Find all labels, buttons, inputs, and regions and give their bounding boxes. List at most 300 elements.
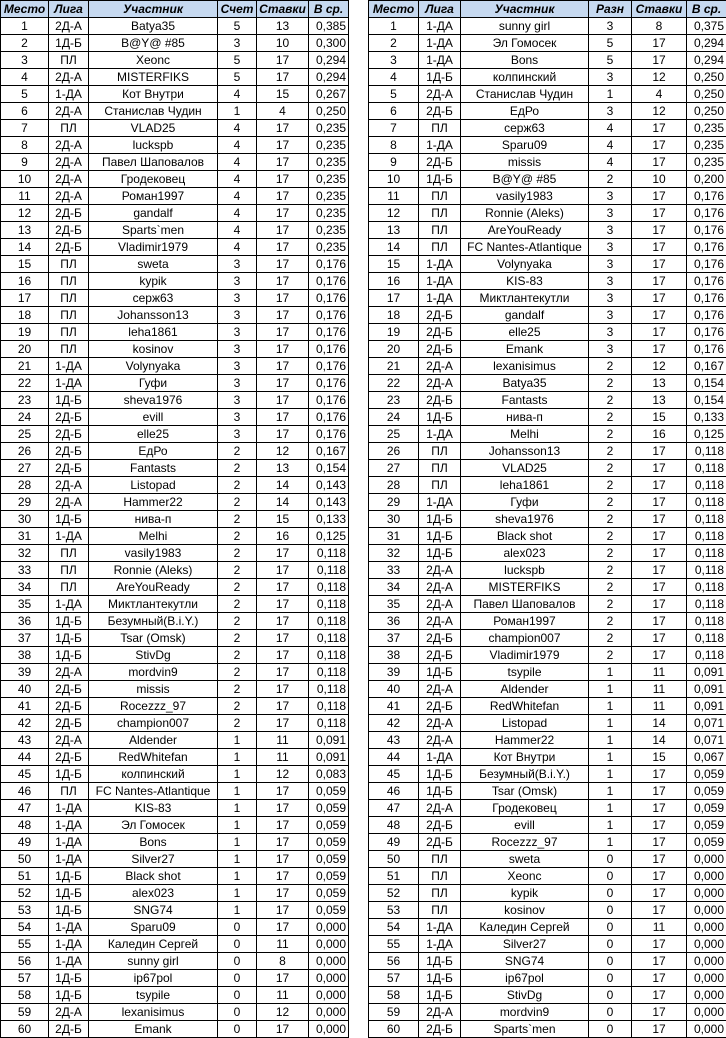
cell-bets: 12: [257, 443, 309, 460]
cell-participant: kosinov: [89, 341, 218, 358]
cell-average: 0,133: [687, 409, 726, 426]
cell-value: 2: [589, 613, 632, 630]
cell-average: 0,000: [687, 970, 726, 987]
table-row: [369, 953, 726, 970]
cell-value: 2: [589, 579, 632, 596]
cell-average: 0,118: [309, 579, 349, 596]
cell-value: 5: [589, 35, 632, 52]
cell-bets: 17: [632, 477, 687, 494]
cell-participant: SNG74: [89, 902, 218, 919]
cell-participant: Ronnie (Aleks): [461, 205, 589, 222]
table-row: [369, 783, 726, 800]
cell-participant: Ronnie (Aleks): [89, 562, 218, 579]
cell-average: 0,091: [687, 698, 726, 715]
cell-bets: 4: [257, 103, 309, 120]
cell-league: 1-ДА: [419, 936, 461, 953]
table-row: [369, 443, 726, 460]
cell-value: 3: [218, 290, 257, 307]
cell-participant: Павел Шаповалов: [89, 154, 218, 171]
cell-participant: alex023: [461, 545, 589, 562]
cell-league: 2Д-А: [419, 681, 461, 698]
cell-participant: sunny girl: [89, 953, 218, 970]
cell-participant: Гуфи: [461, 494, 589, 511]
cell-value: 5: [218, 18, 257, 35]
cell-place: 59: [1, 1004, 49, 1021]
cell-bets: 17: [257, 52, 309, 69]
table-row: [369, 834, 726, 851]
cell-participant: sheva1976: [89, 392, 218, 409]
cell-place: 30: [369, 511, 419, 528]
cell-bets: 17: [632, 562, 687, 579]
table-row: [369, 426, 726, 443]
cell-league: 2Д-А: [49, 732, 89, 749]
cell-participant: нива-п: [89, 511, 218, 528]
cell-average: 0,176: [309, 256, 349, 273]
cell-bets: 17: [257, 256, 309, 273]
cell-participant: Hammer22: [461, 732, 589, 749]
cell-league: 1Д-Б: [49, 647, 89, 664]
cell-league: 2Д-Б: [49, 443, 89, 460]
cell-league: 1-ДА: [49, 375, 89, 392]
cell-place: 4: [369, 69, 419, 86]
cell-bets: 17: [257, 698, 309, 715]
cell-league: 2Д-Б: [419, 817, 461, 834]
cell-league: 1-ДА: [49, 528, 89, 545]
cell-league: 1-ДА: [419, 426, 461, 443]
cell-participant: Bons: [89, 834, 218, 851]
cell-participant: champion007: [89, 715, 218, 732]
cell-value: 2: [218, 664, 257, 681]
cell-participant: ЕдРо: [461, 103, 589, 120]
cell-bets: 17: [257, 324, 309, 341]
cell-participant: SNG74: [461, 953, 589, 970]
cell-league: 1-ДА: [419, 494, 461, 511]
standings-table-score: [0, 0, 349, 1038]
cell-place: 45: [369, 766, 419, 783]
cell-value: 3: [589, 239, 632, 256]
cell-average: 0,071: [687, 715, 726, 732]
table-row: [1, 766, 349, 783]
cell-bets: 17: [257, 919, 309, 936]
table-row: [369, 936, 726, 953]
cell-average: 0,000: [687, 1021, 726, 1038]
cell-participant: Sparts`men: [89, 222, 218, 239]
cell-place: 41: [369, 698, 419, 715]
cell-bets: 17: [632, 613, 687, 630]
cell-league: 2Д-А: [419, 596, 461, 613]
cell-value: 2: [589, 630, 632, 647]
cell-participant: Bons: [461, 52, 589, 69]
cell-average: 0,059: [687, 800, 726, 817]
table-row: [1, 290, 349, 307]
cell-place: 41: [1, 698, 49, 715]
cell-participant: lexanisimus: [461, 358, 589, 375]
table-row: [369, 613, 726, 630]
cell-league: ПЛ: [419, 443, 461, 460]
cell-league: 2Д-А: [49, 477, 89, 494]
cell-place: 6: [1, 103, 49, 120]
cell-value: 2: [589, 647, 632, 664]
cell-league: 1-ДА: [49, 919, 89, 936]
cell-value: 0: [589, 970, 632, 987]
table-row: [1, 239, 349, 256]
cell-place: 17: [369, 290, 419, 307]
cell-place: 56: [1, 953, 49, 970]
table-row: [1, 511, 349, 528]
table-row: [1, 460, 349, 477]
cell-bets: 17: [632, 528, 687, 545]
cell-bets: 17: [257, 392, 309, 409]
cell-bets: 17: [632, 205, 687, 222]
cell-average: 0,235: [309, 154, 349, 171]
cell-place: 17: [1, 290, 49, 307]
cell-participant: Rocezzz_97: [89, 698, 218, 715]
table-row: [1, 732, 349, 749]
cell-league: 2Д-Б: [49, 239, 89, 256]
cell-bets: 10: [632, 171, 687, 188]
table-row: [1, 630, 349, 647]
cell-average: 0,176: [309, 409, 349, 426]
cell-place: 21: [369, 358, 419, 375]
cell-participant: Black shot: [461, 528, 589, 545]
cell-place: 50: [369, 851, 419, 868]
cell-bets: 16: [257, 528, 309, 545]
cell-place: 27: [369, 460, 419, 477]
table-row: [369, 664, 726, 681]
cell-league: 1Д-Б: [419, 528, 461, 545]
cell-average: 0,176: [687, 222, 726, 239]
cell-league: 2Д-А: [49, 18, 89, 35]
cell-average: 0,176: [309, 375, 349, 392]
cell-value: 0: [218, 987, 257, 1004]
cell-participant: B@Y@ #85: [461, 171, 589, 188]
cell-value: 3: [589, 273, 632, 290]
cell-league: 2Д-А: [419, 579, 461, 596]
cell-average: 0,235: [309, 171, 349, 188]
cell-bets: 17: [257, 273, 309, 290]
cell-league: 2Д-А: [49, 154, 89, 171]
cell-place: 11: [1, 188, 49, 205]
cell-participant: RedWhitefan: [89, 749, 218, 766]
cell-value: 4: [218, 205, 257, 222]
cell-average: 0,385: [309, 18, 349, 35]
cell-bets: 17: [257, 902, 309, 919]
table-row: [369, 188, 726, 205]
cell-average: 0,000: [309, 919, 349, 936]
cell-league: 1Д-Б: [419, 783, 461, 800]
cell-bets: 8: [632, 18, 687, 35]
cell-value: 4: [218, 154, 257, 171]
cell-bets: 17: [257, 664, 309, 681]
cell-value: 1: [218, 766, 257, 783]
cell-average: 0,118: [687, 477, 726, 494]
standings-table-difference: [368, 0, 726, 1038]
cell-value: 2: [589, 443, 632, 460]
cell-average: 0,118: [309, 647, 349, 664]
cell-participant: FC Nantes-Atlantique: [89, 783, 218, 800]
cell-average: 0,118: [687, 630, 726, 647]
col-header-place: Место: [1, 1, 49, 18]
cell-value: 0: [589, 953, 632, 970]
cell-participant: Эл Гомосек: [461, 35, 589, 52]
cell-place: 18: [369, 307, 419, 324]
cell-participant: Listopad: [89, 477, 218, 494]
cell-bets: 17: [632, 800, 687, 817]
cell-participant: VLAD25: [461, 460, 589, 477]
cell-league: 1-ДА: [419, 137, 461, 154]
cell-bets: 12: [257, 1004, 309, 1021]
cell-participant: Кот Внутри: [461, 749, 589, 766]
cell-bets: 13: [257, 460, 309, 477]
cell-participant: Миктлантекутли: [461, 290, 589, 307]
cell-league: 2Д-А: [49, 103, 89, 120]
cell-bets: 17: [257, 290, 309, 307]
cell-bets: 17: [257, 409, 309, 426]
cell-participant: Станислав Чудин: [89, 103, 218, 120]
cell-bets: 17: [632, 35, 687, 52]
cell-place: 22: [1, 375, 49, 392]
cell-place: 4: [1, 69, 49, 86]
cell-value: 2: [218, 443, 257, 460]
cell-league: 2Д-Б: [49, 715, 89, 732]
table-row: [1, 273, 349, 290]
table-row: [369, 545, 726, 562]
cell-league: ПЛ: [49, 120, 89, 137]
table-row: [1, 1004, 349, 1021]
cell-league: 2Д-А: [419, 1004, 461, 1021]
cell-participant: Tsar (Omsk): [89, 630, 218, 647]
header-row: [369, 1, 726, 18]
cell-value: 1: [589, 732, 632, 749]
cell-value: 1: [589, 698, 632, 715]
cell-bets: 11: [632, 681, 687, 698]
table-row: [369, 647, 726, 664]
cell-participant: alex023: [89, 885, 218, 902]
cell-league: ПЛ: [419, 477, 461, 494]
cell-place: 20: [1, 341, 49, 358]
cell-value: 0: [218, 1021, 257, 1038]
cell-bets: 17: [257, 426, 309, 443]
table-row: [1, 936, 349, 953]
cell-place: 31: [1, 528, 49, 545]
table-row: [369, 137, 726, 154]
cell-place: 26: [369, 443, 419, 460]
cell-value: 2: [589, 477, 632, 494]
table-row: [369, 749, 726, 766]
cell-bets: 11: [257, 732, 309, 749]
cell-place: 32: [369, 545, 419, 562]
cell-league: 1-ДА: [49, 817, 89, 834]
cell-league: 1-ДА: [419, 919, 461, 936]
cell-place: 50: [1, 851, 49, 868]
table-row: [369, 987, 726, 1004]
cell-bets: 17: [257, 137, 309, 154]
cell-participant: VLAD25: [89, 120, 218, 137]
cell-value: 1: [589, 800, 632, 817]
cell-bets: 17: [632, 885, 687, 902]
cell-bets: 17: [632, 1021, 687, 1038]
cell-league: ПЛ: [419, 222, 461, 239]
cell-value: 2: [589, 545, 632, 562]
cell-average: 0,267: [309, 86, 349, 103]
cell-league: 2Д-Б: [419, 647, 461, 664]
col-header-score: Счет: [218, 1, 257, 18]
col-header-difference: Разн: [589, 1, 632, 18]
cell-value: 1: [589, 783, 632, 800]
cell-value: 1: [589, 817, 632, 834]
cell-place: 54: [1, 919, 49, 936]
cell-average: 0,176: [309, 358, 349, 375]
cell-value: 0: [589, 902, 632, 919]
cell-league: 1Д-Б: [49, 987, 89, 1004]
table-row: [1, 562, 349, 579]
cell-league: 1-ДА: [419, 273, 461, 290]
cell-participant: gandalf: [461, 307, 589, 324]
cell-average: 0,000: [687, 851, 726, 868]
cell-place: 36: [1, 613, 49, 630]
cell-league: ПЛ: [419, 205, 461, 222]
cell-average: 0,235: [309, 239, 349, 256]
table-row: [369, 392, 726, 409]
cell-league: 1Д-Б: [49, 766, 89, 783]
cell-league: ПЛ: [49, 256, 89, 273]
cell-average: 0,000: [687, 936, 726, 953]
cell-value: 2: [218, 681, 257, 698]
cell-league: 1-ДА: [49, 86, 89, 103]
cell-average: 0,059: [687, 766, 726, 783]
cell-average: 0,118: [687, 647, 726, 664]
table-row: [1, 613, 349, 630]
cell-place: 60: [1, 1021, 49, 1038]
table-row: [369, 222, 726, 239]
cell-average: 0,118: [309, 596, 349, 613]
table-row: [369, 341, 726, 358]
cell-average: 0,176: [309, 273, 349, 290]
cell-participant: KIS-83: [89, 800, 218, 817]
cell-value: 2: [218, 545, 257, 562]
cell-league: 1Д-Б: [419, 511, 461, 528]
cell-participant: колпинский: [89, 766, 218, 783]
cell-value: 3: [218, 375, 257, 392]
table-row: [369, 69, 726, 86]
cell-average: 0,000: [309, 987, 349, 1004]
cell-average: 0,118: [309, 630, 349, 647]
cell-participant: leha1861: [461, 477, 589, 494]
cell-place: 52: [369, 885, 419, 902]
cell-bets: 17: [632, 1004, 687, 1021]
cell-league: 2Д-А: [49, 69, 89, 86]
cell-participant: Sparu09: [89, 919, 218, 936]
cell-place: 14: [369, 239, 419, 256]
cell-place: 59: [369, 1004, 419, 1021]
table-row: [369, 35, 726, 52]
cell-league: 2Д-Б: [49, 205, 89, 222]
cell-place: 25: [369, 426, 419, 443]
cell-bets: 17: [257, 885, 309, 902]
table-row: [1, 256, 349, 273]
cell-bets: 4: [632, 86, 687, 103]
cell-participant: Vladimir1979: [461, 647, 589, 664]
table-row: [369, 273, 726, 290]
cell-average: 0,176: [687, 290, 726, 307]
cell-participant: Fantasts: [461, 392, 589, 409]
cell-value: 5: [218, 52, 257, 69]
cell-value: 0: [589, 919, 632, 936]
cell-bets: 13: [632, 375, 687, 392]
cell-average: 0,000: [687, 919, 726, 936]
cell-place: 3: [369, 52, 419, 69]
cell-bets: 17: [632, 987, 687, 1004]
cell-participant: evill: [89, 409, 218, 426]
header-row: [1, 1, 349, 18]
cell-participant: Batya35: [461, 375, 589, 392]
cell-place: 16: [369, 273, 419, 290]
cell-bets: 17: [632, 953, 687, 970]
cell-league: 1-ДА: [419, 256, 461, 273]
cell-average: 0,235: [309, 120, 349, 137]
cell-league: ПЛ: [419, 460, 461, 477]
table-row: [1, 443, 349, 460]
cell-participant: Hammer22: [89, 494, 218, 511]
cell-place: 37: [1, 630, 49, 647]
cell-place: 57: [369, 970, 419, 987]
cell-league: ПЛ: [49, 783, 89, 800]
cell-bets: 11: [632, 698, 687, 715]
cell-league: ПЛ: [49, 579, 89, 596]
cell-value: 1: [589, 664, 632, 681]
cell-participant: Миктлантекутли: [89, 596, 218, 613]
table-row: [1, 52, 349, 69]
cell-average: 0,000: [309, 970, 349, 987]
cell-average: 0,059: [309, 902, 349, 919]
cell-bets: 17: [257, 817, 309, 834]
cell-bets: 17: [632, 239, 687, 256]
table-row: [1, 35, 349, 52]
cell-average: 0,059: [309, 851, 349, 868]
table-row: [369, 52, 726, 69]
col-header-average: В ср.: [309, 1, 349, 18]
cell-league: 1-ДА: [49, 596, 89, 613]
cell-value: 4: [218, 222, 257, 239]
cell-value: 3: [589, 69, 632, 86]
cell-bets: 17: [257, 69, 309, 86]
table-row: [1, 545, 349, 562]
cell-value: 0: [589, 851, 632, 868]
cell-league: 2Д-Б: [419, 307, 461, 324]
cell-participant: mordvin9: [461, 1004, 589, 1021]
cell-participant: Silver27: [461, 936, 589, 953]
cell-league: 2Д-А: [419, 375, 461, 392]
table-row: [369, 154, 726, 171]
cell-participant: Роман1997: [461, 613, 589, 630]
cell-league: 2Д-Б: [419, 392, 461, 409]
table-row: [369, 715, 726, 732]
table-row: [369, 205, 726, 222]
cell-place: 33: [1, 562, 49, 579]
table-row: [369, 103, 726, 120]
cell-average: 0,235: [687, 154, 726, 171]
cell-bets: 17: [632, 188, 687, 205]
cell-league: ПЛ: [419, 868, 461, 885]
table-row: [1, 919, 349, 936]
cell-bets: 17: [257, 375, 309, 392]
cell-average: 0,176: [309, 290, 349, 307]
table-row: [1, 154, 349, 171]
cell-league: 2Д-А: [49, 664, 89, 681]
cell-value: 2: [218, 511, 257, 528]
cell-league: 1-ДА: [419, 35, 461, 52]
cell-league: 2Д-А: [419, 800, 461, 817]
